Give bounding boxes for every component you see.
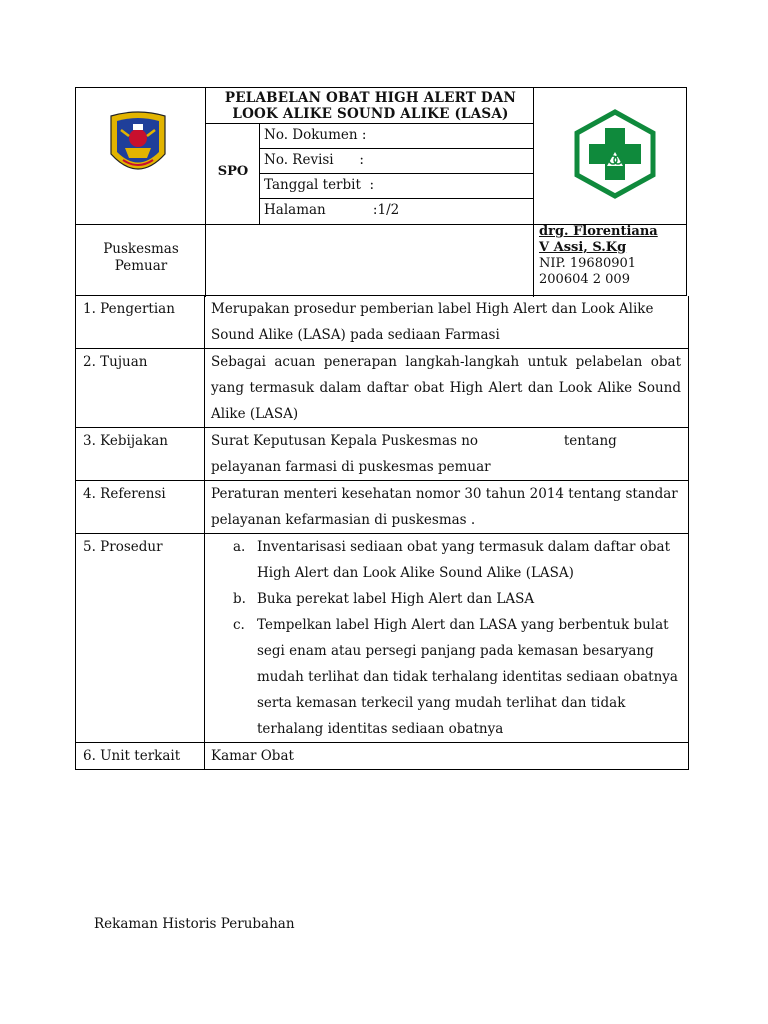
regional-emblem-icon	[103, 110, 173, 186]
list-item-text: Tempelkan label High Alert dan LASA yang berbentuk bulat segi enam atau persegi panjang pada kemasan besaryang mudah terlihat dan tidak terhalang identitas sediaan obatnya serta kemasan terkecil yang mudah terlihat dan tidak terhalang identitas sediaan obatnya	[257, 617, 678, 737]
unit-line: Pemuar	[114, 258, 168, 274]
divider	[466, 148, 533, 149]
unit-line: Puskesmas	[103, 241, 179, 257]
list-item-text: Inventarisasi sediaan obat yang termasuk dalam daftar obat High Alert dan Look Alike Sound Alike (LASA)	[257, 539, 671, 581]
no-dokumen-field: No. Dokumen :	[264, 127, 367, 143]
row-text: Kamar Obat	[211, 748, 294, 764]
row-label: 1. Pengertian	[76, 296, 205, 348]
table-row	[76, 296, 688, 349]
table-row	[76, 349, 688, 428]
signer-name: drg. Florentiana	[539, 224, 658, 239]
table-row	[76, 534, 688, 743]
halaman-field: Halaman :1/2	[264, 202, 400, 218]
list-item-text: Buka perekat label High Alert dan LASA	[257, 591, 535, 607]
list-item	[211, 612, 681, 742]
document-title	[208, 90, 533, 122]
row-label: 4. Referensi	[76, 481, 205, 533]
row-label: 2. Tujuan	[76, 349, 205, 427]
list-item	[211, 534, 681, 586]
row-text: Merupakan prosedur pemberian label High Alert dan Look Alike Sound Alike (LASA) pada sediaan Farmasi	[211, 301, 654, 343]
divider	[533, 88, 534, 297]
title-line: PELABELAN OBAT HIGH ALERT DAN	[224, 90, 517, 106]
unit-name	[76, 241, 206, 275]
row-label: 3. Kebijakan	[76, 428, 205, 480]
row-text: Surat Keputusan Kepala Puskesmas no tentang pelayanan farmasi di puskesmas pemuar	[211, 433, 622, 475]
puskesmas-cross-icon	[569, 108, 661, 204]
header-table	[75, 87, 687, 296]
signer-block	[539, 224, 658, 288]
table-row	[76, 428, 688, 481]
row-label: 5. Prosedur	[76, 534, 205, 742]
revision-history-label: Rekaman Historis Perubahan	[94, 916, 295, 932]
spo-label: SPO	[217, 164, 249, 179]
procedure-list	[211, 534, 681, 742]
divider	[259, 173, 533, 174]
list-marker: b.	[233, 591, 246, 607]
signer-nip: 200604 2 009	[539, 272, 630, 287]
list-marker: a.	[233, 539, 246, 555]
row-text: Sebagai acuan penerapan langkah-langkah untuk pelabelan obat yang termasuk dalam daftar obat High Alert dan Look Alike Sound Alike (LASA)	[211, 354, 681, 422]
table-row	[76, 481, 688, 534]
tanggal-terbit-field: Tanggal terbit :	[264, 177, 375, 193]
row-text: Peraturan menteri kesehatan nomor 30 tahun 2014 tentang standar pelayanan kefarmasian di puskesmas .	[211, 486, 678, 528]
procedure-list-cell	[205, 534, 688, 742]
divider	[259, 198, 533, 199]
no-revisi-field: No. Revisi :	[264, 152, 364, 168]
signer-nip: NIP. 19680901	[539, 256, 637, 271]
list-marker: c.	[233, 617, 245, 633]
signer-name: V Assi, S.Kg	[539, 240, 627, 255]
table-row	[76, 743, 688, 770]
procedure-table	[75, 296, 689, 770]
row-label: 6. Unit terkait	[76, 743, 205, 769]
title-line: LOOK ALIKE SOUND ALIKE (LASA)	[232, 106, 509, 122]
divider	[205, 123, 533, 124]
list-item	[211, 586, 681, 612]
